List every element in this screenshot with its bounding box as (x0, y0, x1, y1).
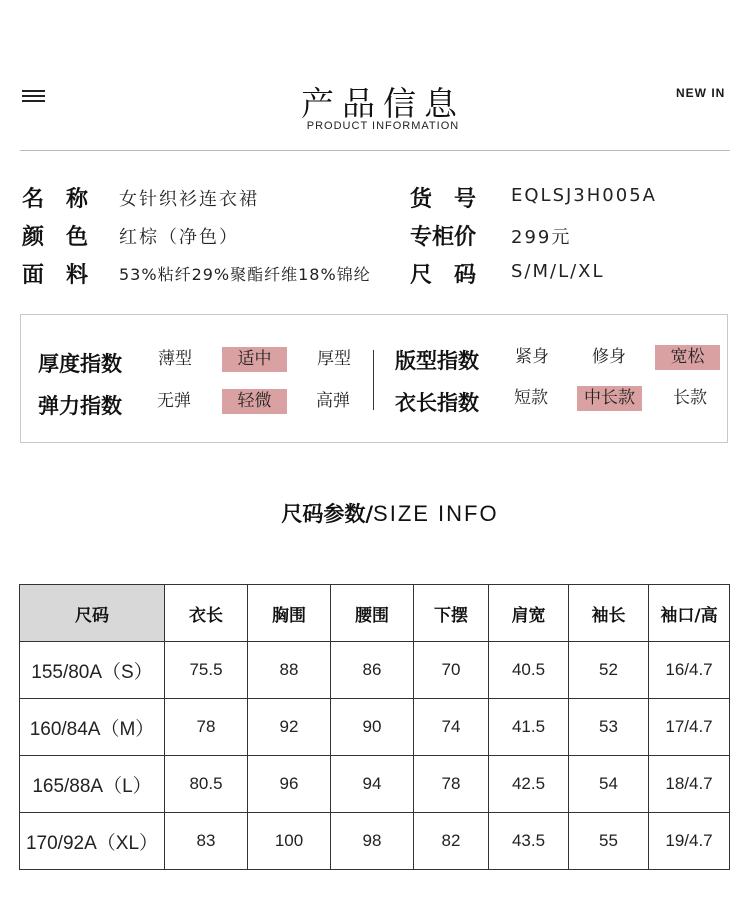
table-cell: 160/84A（M） (20, 699, 165, 756)
name-value: 女针织衫连衣裙 (119, 189, 259, 210)
divider (20, 150, 730, 151)
table-cell: 74 (414, 699, 489, 756)
table-cell: 52 (569, 642, 649, 699)
table-cell: 92 (248, 699, 331, 756)
new-in-link[interactable]: NEW IN (676, 86, 726, 100)
price-label: 专柜价 (410, 225, 477, 250)
table-cell: 54 (569, 756, 649, 813)
elasticity-option-none: 无弹 (157, 391, 191, 411)
color-value: 红棕（净色） (119, 227, 239, 248)
fit-option-loose: 宽松 (655, 345, 720, 370)
fit-option-slim: 修身 (592, 347, 626, 367)
table-cell: 18/4.7 (649, 756, 730, 813)
column-header: 袖口/高 (649, 585, 730, 642)
table-cell: 53 (569, 699, 649, 756)
size-label: 尺码 (410, 263, 499, 288)
name-label: 名称 (22, 187, 111, 212)
table-cell: 165/88A（L） (20, 756, 165, 813)
column-header: 腰围 (331, 585, 414, 642)
table-cell: 16/4.7 (649, 642, 730, 699)
table-cell: 42.5 (489, 756, 569, 813)
table-cell: 43.5 (489, 813, 569, 870)
table-row (20, 756, 730, 813)
column-header: 下摆 (414, 585, 489, 642)
column-header: 胸围 (248, 585, 331, 642)
table-row (20, 699, 730, 756)
table-cell: 70 (414, 642, 489, 699)
thickness-option-thick: 厚型 (317, 349, 351, 369)
index-divider (373, 350, 374, 410)
table-cell: 88 (248, 642, 331, 699)
page-title: 产品信息 (301, 84, 465, 123)
table-cell: 96 (248, 756, 331, 813)
table-cell: 155/80A（S） (20, 642, 165, 699)
table-cell: 75.5 (165, 642, 248, 699)
table-cell: 83 (165, 813, 248, 870)
table-cell: 40.5 (489, 642, 569, 699)
table-cell: 19/4.7 (649, 813, 730, 870)
table-cell: 98 (331, 813, 414, 870)
size-table (19, 584, 730, 870)
size-value: S/M/L/XL (511, 261, 605, 282)
table-cell: 94 (331, 756, 414, 813)
price-value: 299元 (511, 227, 572, 248)
table-header-row (20, 585, 730, 642)
elasticity-option-high: 高弹 (316, 391, 350, 411)
size-heading-cn: 尺码参数/ (281, 502, 374, 526)
color-label: 颜色 (22, 225, 111, 250)
length-option-short: 短款 (514, 388, 548, 408)
table-cell: 78 (414, 756, 489, 813)
table-cell: 80.5 (165, 756, 248, 813)
fabric-value: 53%粘纤29%聚酯纤维18%锦纶 (119, 265, 371, 284)
thickness-title: 厚度指数 (38, 352, 122, 376)
table-cell: 100 (248, 813, 331, 870)
sku-label: 货号 (410, 187, 499, 212)
column-header: 衣长 (165, 585, 248, 642)
page-subtitle: PRODUCT INFORMATION (306, 120, 460, 132)
column-header: 肩宽 (489, 585, 569, 642)
table-cell: 55 (569, 813, 649, 870)
table-cell: 86 (331, 642, 414, 699)
elasticity-title: 弹力指数 (38, 394, 122, 418)
table-cell: 82 (414, 813, 489, 870)
table-cell: 90 (331, 699, 414, 756)
length-option-long: 长款 (673, 388, 707, 408)
table-cell: 170/92A（XL） (20, 813, 165, 870)
table-row (20, 813, 730, 870)
size-info-heading (0, 498, 750, 528)
thickness-option-medium: 适中 (222, 347, 287, 372)
elasticity-option-slight: 轻微 (222, 389, 287, 414)
table-cell: 41.5 (489, 699, 569, 756)
sku-value: EQLSJ3H005A (511, 185, 657, 206)
column-header: 尺码 (20, 585, 165, 642)
fit-option-tight: 紧身 (515, 347, 549, 367)
column-header: 袖长 (569, 585, 649, 642)
length-option-medium-long: 中长款 (577, 386, 642, 411)
thickness-option-thin: 薄型 (158, 349, 192, 369)
table-cell: 17/4.7 (649, 699, 730, 756)
size-heading-en: SIZE INFO (373, 501, 499, 526)
index-panel (20, 314, 728, 443)
fit-title: 版型指数 (395, 349, 479, 373)
table-cell: 78 (165, 699, 248, 756)
fabric-label: 面料 (22, 263, 111, 288)
table-row (20, 642, 730, 699)
length-title: 衣长指数 (395, 391, 479, 415)
